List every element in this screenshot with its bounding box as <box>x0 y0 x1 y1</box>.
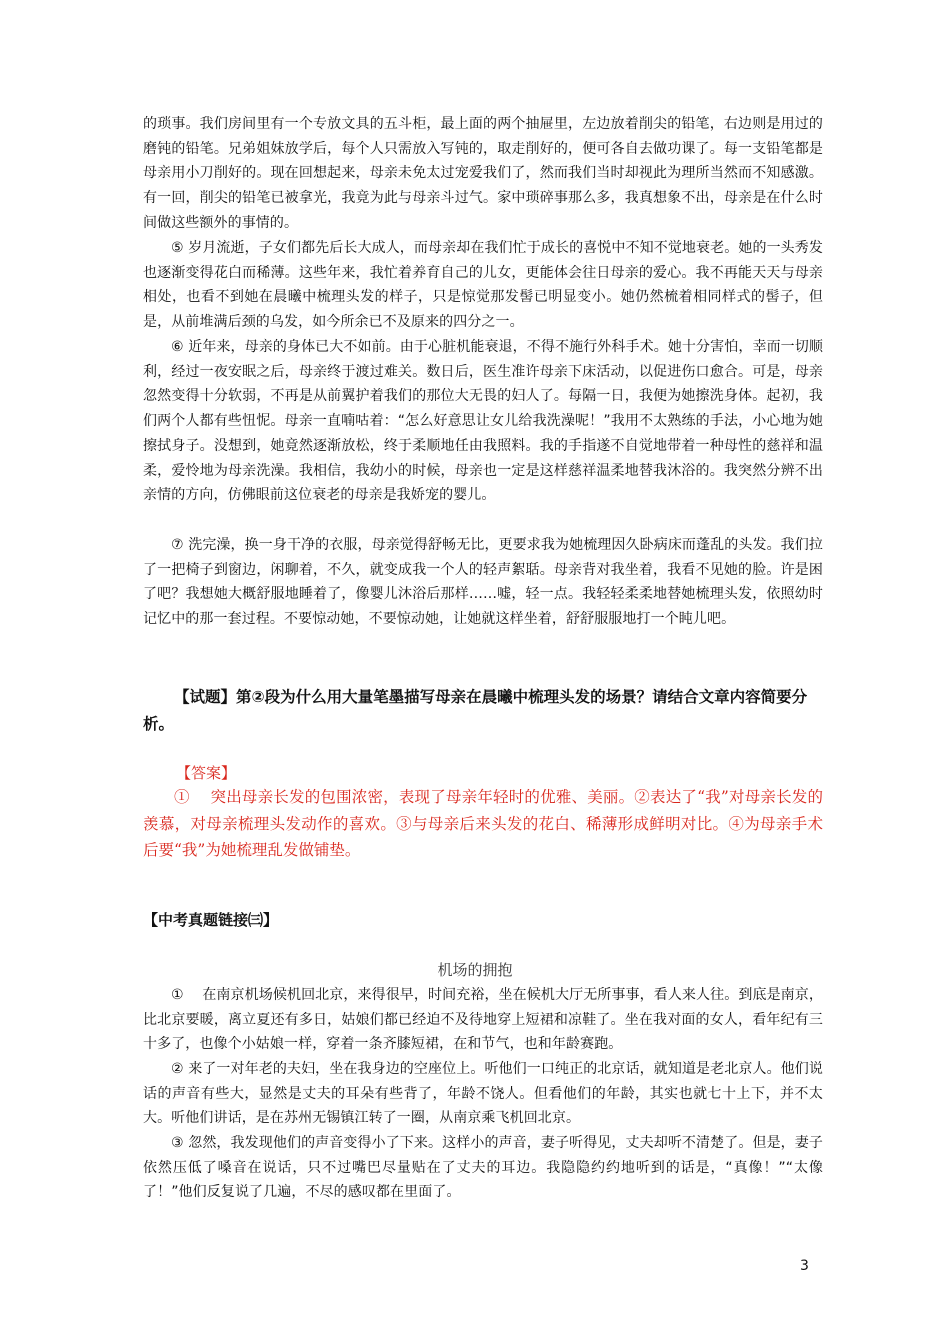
answer-text: ① 突出母亲长发的包围浓密，表现了母亲年轻时的优雅、美丽。②表达了“我”对母亲长发的羡慕，对母亲梳理头发动作的喜欢。③与母亲后来头发的花白、稀薄形成鲜明对比。④为母亲手术后要“我”为她梳理乱发做铺垫。 <box>143 788 823 859</box>
article-paragraph-1: ① 在南京机场候机回北京，来得很早，时间充裕，坐在候机大厅无所事事，看人来人往。到底是南京，比北京要暖，离立夏还有多日，姑娘们都已经迫不及待地穿上短裙和凉鞋了。坐在我对面的女人，看年纪有三十多了，也像个小姑娘一样，穿着一条齐膝短裙，在和节气，也和年龄赛跑。 <box>143 987 823 1053</box>
paragraph-7: ⑦ 洗完澡，换一身干净的衣服，母亲觉得舒畅无比，更要求我为她梳理因久卧病床而蓬乱的头发。我们拉了一把椅子到窗边，闲聊着，不久，就变成我一个人的轻声絮聒。母亲背对我坐着，我看不见她的脸。许是困了吧？我想她大概舒服地睡着了，像婴儿沐浴后那样……嘘，轻一点。我轻轻柔柔地替她梳理头发，依照幼时记忆中的那一套过程。不要惊动她，不要惊动她，让她就这样坐着，舒舒服服地打一个盹儿吧。 <box>143 537 823 628</box>
article-paragraph-3: ③ 忽然，我发现他们的声音变得小了下来。这样小的声音，妻子听得见，丈夫却听不清楚了。但是，妻子依然压低了嗓音在说话，只不过嘴巴尽量贴在了丈夫的耳边。我隐隐约约地听到的话是，“真像！”“太像了！”他们反复说了几遍，不尽的感叹都在里面了。 <box>143 1135 823 1201</box>
page-number: 3 <box>800 1258 809 1274</box>
answer-label: 【答案】 <box>176 764 237 782</box>
section-heading: 【中考真题链接㈢】 <box>143 911 279 929</box>
article-paragraph-2: ② 来了一对年老的夫妇，坐在我身边的空座位上。听他们一口纯正的北京话，就知道是老北京人。他们说话的声音有些大，显然是丈夫的耳朵有些背了，年龄不饶人。但看他们的年龄，其实也就七十上下，并不太大。听他们讲话，是在苏州无锡镇江转了一圈，从南京乘飞机回北京。 <box>143 1061 823 1127</box>
paragraph-continued: 的琐事。我们房间里有一个专放文具的五斗柜，最上面的两个抽屉里，左边放着削尖的铅笔，右边则是用过的磨钝的铅笔。兄弟姐妹放学后，每个人只需放入写钝的，取走削好的，便可各自去做功课了。每一支铅笔都是母亲用小刀削好的。现在回想起来，母亲未免太过宠爱我们了，然而我们当时却视此为理所当然而不知感激。有一回，削尖的铅笔已被拿光，我竟为此与母亲斗过气。家中琐碎事那么多，我真想象不出，母亲是在什么时间做这些额外的事情的。 <box>143 116 823 231</box>
question-text: 【试题】第②段为什么用大量笔墨描写母亲在晨曦中梳理头发的场景？请结合文章内容简要分析。 <box>143 688 808 733</box>
paragraph-6: ⑥ 近年来，母亲的身体已大不如前。由于心脏机能衰退，不得不施行外科手术。她十分害怕，幸而一切顺利，经过一夜安眠之后，母亲终于渡过难关。数日后，医生准许母亲下床活动，以促进伤口愈合。可是，母亲忽然变得十分软弱，不再是从前翼护着我们的那位大无畏的妇人了。每隔一日，我便为她擦洗身体。起初，我们两个人都有些忸怩。母亲一直喃咕着：“怎么好意思让女儿给我洗澡呢！”我用不太熟练的手法，小心地为她擦拭身子。没想到，她竟然逐渐放松，终于柔顺地任由我照料。我的手指遂不自觉地带着一种母性的慈祥和温柔，爱怜地为母亲洗澡。我相信，我幼小的时候，母亲也一定是这样慈祥温柔地替我沐浴的。我突然分辨不出亲情的方向，仿佛眼前这位衰老的母亲是我娇宠的婴儿。 <box>143 339 823 504</box>
article-title: 机场的拥抱 <box>437 961 513 979</box>
paragraph-5: ⑤ 岁月流逝，子女们都先后长大成人，而母亲却在我们忙于成长的喜悦中不知不觉地衰老。她的一头秀发也逐渐变得花白而稀薄。这些年来，我忙着养育自己的儿女，更能体会往日母亲的爱心。我不再能天天与母亲相处，也看不到她在晨曦中梳理头发的样子，只是惊觉那发髻已明显变小。她仍然梳着相同样式的髻子，但是，从前堆满后颈的乌发，如今所余已不及原来的四分之一。 <box>143 240 823 331</box>
